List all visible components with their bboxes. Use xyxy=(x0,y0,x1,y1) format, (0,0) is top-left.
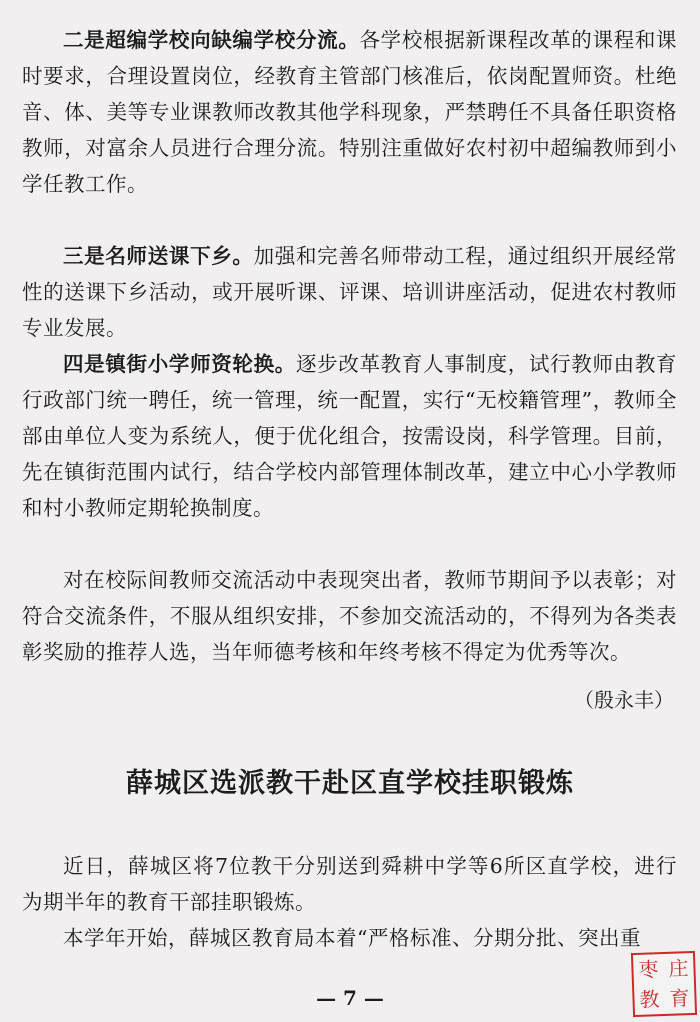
seal-char: 育 xyxy=(669,986,690,1011)
paragraph-4 xyxy=(22,562,677,670)
article-paragraph-2: 本学年开始，薛城区教育局本着“严格标准、分期分批、突出重 xyxy=(63,926,641,950)
page-number: — 7 — xyxy=(316,986,384,1010)
paragraph-3-body: 逐步改革教育人事制度，试行教师由教育行政部门统一聘任，统一管理，统一配置，实行“无校籍管理”，教师全部由单位人变为系统人，便于优化组合，按需设岗，科学管理。目前，先在镇街范围内试行，结合学校内部管理体制改革，建立中心小学教师和村小教师定期轮换制度。 xyxy=(22,352,678,520)
paragraph-3-lead: 四是镇街小学师资轮换。 xyxy=(63,352,296,376)
paragraph-2-body: 加强和完善名师带动工程，通过组织开展经常性的送课下乡活动，或开展听课、评课、培训讲座活动，促进农村教师专业发展。 xyxy=(22,244,678,340)
paragraph-3 xyxy=(22,346,677,526)
author-signature: （殷永丰） xyxy=(574,688,674,712)
paragraph-4-body: 对在校际间教师交流活动中表现突出者，教师节期间予以表彰；对符合交流条件，不服从组织安排，不参加交流活动的，不得列为各类表彰奖励的推荐人选，当年师德考核和年终考核不得定为优秀等次。 xyxy=(22,568,677,664)
article-title: 薛城区选派教干赴区直学校挂职锻炼 xyxy=(126,768,574,799)
seal-char: 枣 xyxy=(638,957,659,982)
seal-char: 教 xyxy=(639,987,660,1012)
seal-stamp xyxy=(631,951,697,1017)
article-paragraph-1: 近日，薛城区将7位教干分别送到舜耕中学等6所区直学校，进行为期半年的教育干部挂职锻炼。 xyxy=(22,854,677,914)
paragraph-1 xyxy=(22,22,677,202)
paragraph-2-lead: 三是名师送课下乡。 xyxy=(63,244,254,268)
seal-char: 庄 xyxy=(668,956,689,981)
paragraph-2 xyxy=(22,238,677,346)
paragraph-1-body: 各学校根据新课程改革的课程和课时要求，合理设置岗位，经教育主管部门核准后，依岗配置师资。杜绝音、体、美等专业课教师改教其他学科现象，严禁聘任不具备任职资格教师，对富余人员进行合理分流。特别注重做好农村初中超编教师到小学任教工作。 xyxy=(22,28,677,196)
paragraph-1-lead: 二是超编学校向缺编学校分流。 xyxy=(63,28,360,52)
